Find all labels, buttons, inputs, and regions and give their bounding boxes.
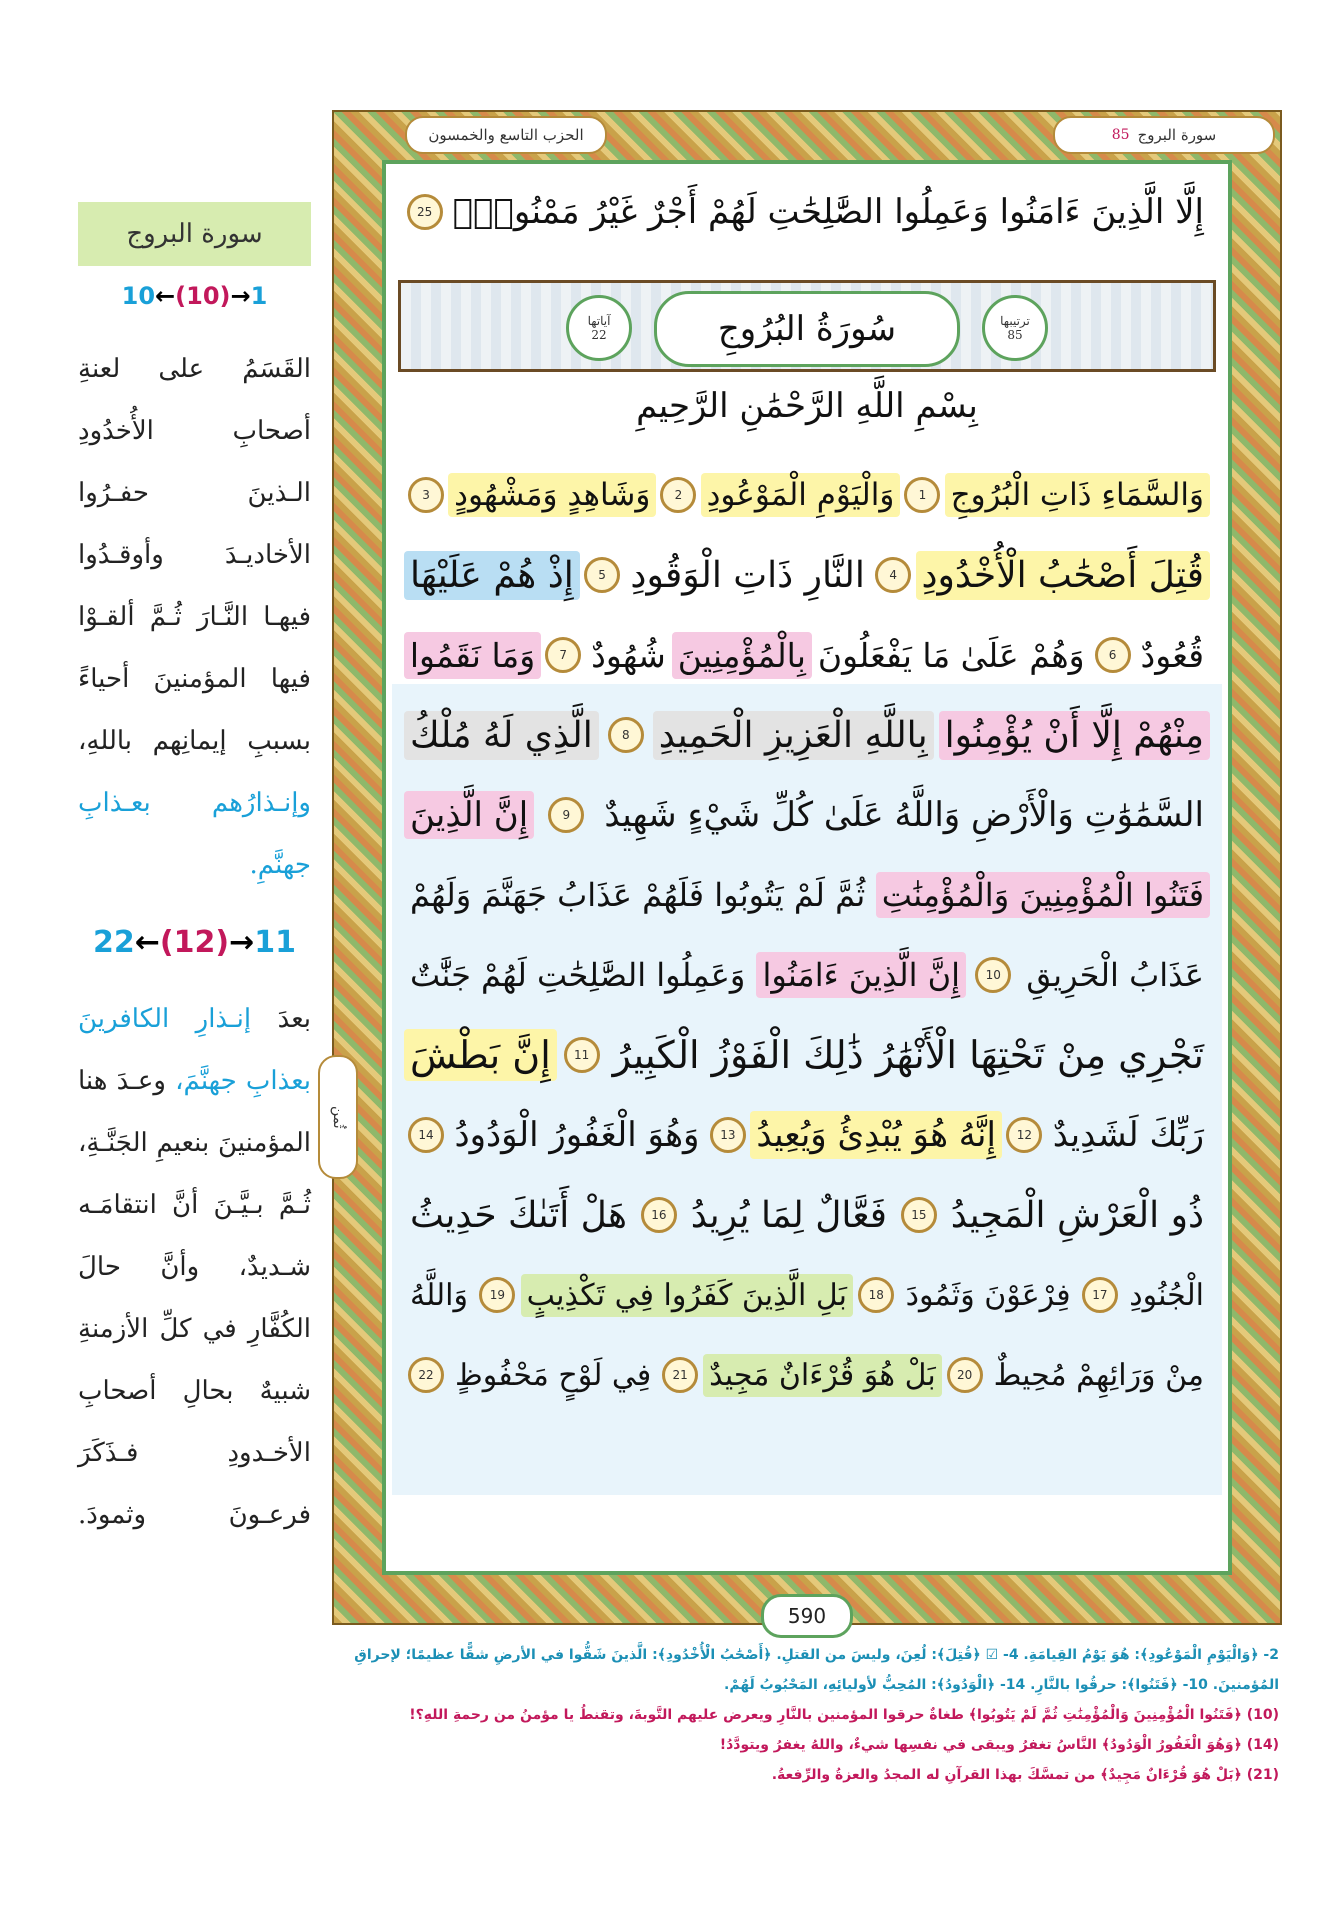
verse-text: فِرْعَوْنَ وَثَمُودَ [905,1277,1071,1313]
summary-highlight: وإنـذارُهم بعـذابِ جهنَّمِ. [78,788,311,880]
thumn-marker: ثُمن [318,1055,358,1179]
ayah-number-marker: 3 [408,477,444,513]
verse-text: إِنَّ الَّذِينَ ءَامَنُوا [756,952,966,998]
ayah-number-marker: 16 [641,1197,677,1233]
footnote-vocab: المُؤمنينَ. 10- ﴿فَتَنُوا﴾: حرقُوا بالنَّارِ. 14- ﴿الْوَدُودُ﴾: المُحِبُّ لأوليائِهِ، المَحْبُوبُ لَهُمْ. [724,1677,1279,1693]
verse-line [404,699,1210,771]
verse-text: هَلْ أَتَىٰكَ حَدِيثُ [410,1194,627,1236]
ayah-number-marker: 9 [548,797,584,833]
verse-text: وَشَاهِدٍ وَمَشْهُودٍ [448,473,656,517]
verse-text: وَهُمْ عَلَىٰ مَا يَفْعَلُونَ [817,635,1085,675]
verse-text: ثُمَّ لَمْ يَتُوبُوا فَلَهُمْ عَذَابُ جَهَنَّمَ وَلَهُمْ [410,876,866,914]
range-end: 22 [93,925,135,960]
verse-text: وَاللَّهُ [410,1277,468,1313]
ayah-number-marker: 20 [947,1357,983,1393]
range-count: (12) [159,925,230,960]
verse-line [404,1099,1210,1171]
ayah-number-marker: 13 [710,1117,746,1153]
verse-text: إِنَّ الَّذِينَ [404,791,534,839]
ayah-number-marker: 10 [975,957,1011,993]
verse-line [404,859,1210,931]
ayah-number-marker: 6 [1095,637,1131,673]
mushaf-page [382,160,1232,1628]
header-surah-label: سورة البروج [1137,126,1217,144]
summary-text: القَسَمُ على لعنةِ أصحابِ الأُخدُودِ الـذينَ حفـرُوا الأخاديـدَ وأوقـدُوا فيهـا النَّـارَ ثُـمَّ ألقـوْا فيها المؤمنينَ أحياءً بسببِ إيمانِهم باللهِ، [78,354,311,756]
ayah-number-marker: 22 [408,1357,444,1393]
verse-text: الَّذِي لَهُ مُلْكُ [404,711,599,760]
verse-line [404,939,1210,1011]
verse-text: عَذَابُ الْحَرِيقِ [1026,956,1204,994]
ayah-number-marker: 14 [408,1117,444,1153]
verse-text: فِي لَوْحٍ مَحْفُوظٍ [454,1357,652,1393]
surah-banner [398,280,1216,372]
footnote-reflection: (10) ﴿فَتَنُوا الْمُؤْمِنِينَ وَالْمُؤْمِنَٰتِ ثُمَّ لَمْ يَتُوبُوا﴾ طغاةٌ حرقوا المؤمنين بالنَّارِ ويعرض عليهم التَّوبةَ، وتقنطُ يا مؤمنُ من رحمةِ اللهِ؟! [409,1707,1279,1723]
ayah-number-marker: 12 [1006,1117,1042,1153]
arrow-right-icon: → [230,282,251,310]
footnotes [60,1640,1279,1790]
verse-text: النَّارِ ذَاتِ الْوَقُودِ [630,554,865,596]
previous-verse-line [404,176,1210,248]
verse-text: قُعُودٌ [1140,635,1204,675]
summary-text: وعـدَ هنا المؤمنينَ بنعيمِ الجَنَّـةِ، ثُـمَّ بـيَّـنَ أنَّ انتقامَـه شـديدٌ، وأنَّ حالَ الكُفَّارِ في كلِّ الأزمنةِ شبيهٌ بحالِ أصحابِ الأخـدودِ فـذَكَرَ فرعـونَ وثمودَ. [78,1066,311,1530]
verse-line [404,619,1210,691]
verse-text: فَعَّالٌ لِمَا يُرِيدُ [690,1194,887,1236]
verse-text: السَّمَٰوَٰتِ وَالْأَرْضِ وَاللَّهُ عَلَىٰ كُلِّ شَيْءٍ شَهِيدٌ [604,795,1204,835]
arrow-left-icon: ← [155,282,176,310]
side-surah-title: سورة البروج [78,202,311,266]
verse-text: إِنَّهُ هُوَ يُبْدِئُ وَيُعِيدُ [750,1111,1002,1159]
ayat-count-label: آياتها [587,314,611,328]
verse-line [404,1019,1210,1091]
verse-text: وَمَا نَقَمُوا [404,632,541,679]
verse-text: إِلَّا الَّذِينَ ءَامَنُوا وَعَمِلُوا الصَّٰلِحَٰتِ لَهُمْ أَجْرٌ غَيْرُ مَمْنُونٍۭ [452,192,1204,232]
verse-text: إِنَّ بَطْشَ [404,1029,557,1081]
verse-text: بِاللَّهِ الْعَزِيزِ الْحَمِيدِ [653,711,934,760]
range-end: 10 [121,282,156,310]
ayah-number-marker: 4 [875,557,911,593]
verse-text: تَجْرِي مِنْ تَحْتِهَا الْأَنْهَٰرُ ذَٰلِكَ الْفَوْزُ الْكَبِيرُ [612,1033,1204,1077]
ayah-number-marker: 2 [660,477,696,513]
verse-line [404,1179,1210,1251]
side-summary-2 [78,988,311,1546]
verse-text: رَبِّكَ لَشَدِيدٌ [1052,1115,1204,1155]
verse-text: فَتَنُوا الْمُؤْمِنِينَ وَالْمُؤْمِنَٰتِ [876,872,1210,918]
ayah-number-marker: 1 [904,477,940,513]
mushaf-frame [332,110,1282,1628]
verse-text: وَعَمِلُوا الصَّٰلِحَٰتِ لَهُمْ جَنَّٰتٌ [410,956,746,994]
page-number: 590 [761,1594,853,1638]
ayah-range-1 [78,282,311,310]
ayah-number-marker: 21 [662,1357,698,1393]
verse-text: مِنْ وَرَائِهِمْ مُحِيطٌ [993,1357,1204,1393]
verse-text: وَالسَّمَاءِ ذَاتِ الْبُرُوجِ [945,473,1210,517]
header-surah-number: 85 [1111,127,1130,143]
ayah-number-marker: 5 [584,557,620,593]
ayat-count-medal [566,295,632,361]
ayah-number-marker: 17 [1082,1277,1118,1313]
ayat-count-value: 22 [591,328,607,342]
verse-text: الْجُنُودِ [1129,1277,1204,1313]
verse-text: مِنْهُمْ إِلَّا أَنْ يُؤْمِنُوا [939,711,1210,760]
basmala: بِسْمِ اللَّهِ الرَّحْمَٰنِ الرَّحِيمِ [636,386,978,426]
surah-order-label: ترتيبها [1000,314,1030,328]
page-header [405,112,1275,157]
ayah-number-marker: 25 [407,194,443,230]
surah-title: سُورَةُ البُرُوجِ [654,291,960,367]
ayah-number-marker: 7 [545,637,581,673]
footnote-reflection: (21) ﴿بَلْ هُوَ قُرْءَانٌ مَجِيدٌ﴾ من تمسَّكَ بهذا القرآنِ له المجدُ والعزةُ والرِّفعةُ. [771,1767,1279,1783]
ayah-range-2 [78,925,311,960]
footnote-reflection: (14) ﴿وَهُوَ الْغَفُورُ الْوَدُودُ﴾ النَّاسُ تغفرُ ويبقى في نفسِها شيءٌ، واللهُ يغفرُ ويتودَّدُ! [719,1737,1279,1753]
header-hizb: الحزب التاسع والخمسون [405,116,607,154]
ayah-number-marker: 11 [564,1037,600,1073]
side-summary-1 [78,338,311,896]
footnote-vocab: 2- ﴿وَالْيَوْمِ الْمَوْعُودِ﴾: هُوَ يَوْمُ القِيامَةِ. 4- ☑ ﴿قُتِلَ﴾: لُعِنَ، وليسَ من القتلِ. ﴿أَصْحَٰبُ الْأُخْدُودِ﴾: الَّذينَ شَقُّوا في الأرضِ شقًّا عظيمًا؛ لإحراقِ [354,1647,1279,1663]
verse-line [404,459,1210,531]
verse-line [404,1339,1210,1411]
ayah-number-marker: 19 [479,1277,515,1313]
range-start: 11 [254,925,296,960]
ayah-number-marker: 18 [858,1277,894,1313]
summary-highlight: إنـذارِ الكافرينَ بعذابِ جهنَّمَ، [78,1004,311,1096]
verse-text: قُتِلَ أَصْحَٰبُ الْأُخْدُودِ [916,551,1210,600]
verse-text: وَهُوَ الْغَفُورُ الْوَدُودُ [454,1115,700,1155]
header-surah-name [1053,116,1275,154]
verse-text: ذُو الْعَرْشِ الْمَجِيدُ [950,1194,1204,1236]
surah-order-medal [982,295,1048,361]
ayah-number-marker: 8 [608,717,644,753]
verse-text: شُهُودٌ [591,635,666,675]
verse-line [404,779,1210,851]
verse-line [404,539,1210,611]
verse-text: وَالْيَوْمِ الْمَوْعُودِ [701,473,901,517]
arrow-right-icon: → [229,925,255,960]
verse-line [404,1259,1210,1331]
arrow-left-icon: ← [134,925,160,960]
ayah-number-marker: 15 [901,1197,937,1233]
verse-text: بَلْ هُوَ قُرْءَانٌ مَجِيدٌ [703,1354,942,1397]
surah-order-value: 85 [1007,328,1023,342]
summary-text: بعدَ [277,1004,312,1034]
verse-text: إِذْ هُمْ عَلَيْهَا [404,551,580,600]
verse-text: بِالْمُؤْمِنِينَ [672,632,812,679]
range-count: (10) [175,282,231,310]
range-start: 1 [250,282,268,310]
verse-text: بَلِ الَّذِينَ كَفَرُوا فِي تَكْذِيبٍ [521,1274,853,1317]
